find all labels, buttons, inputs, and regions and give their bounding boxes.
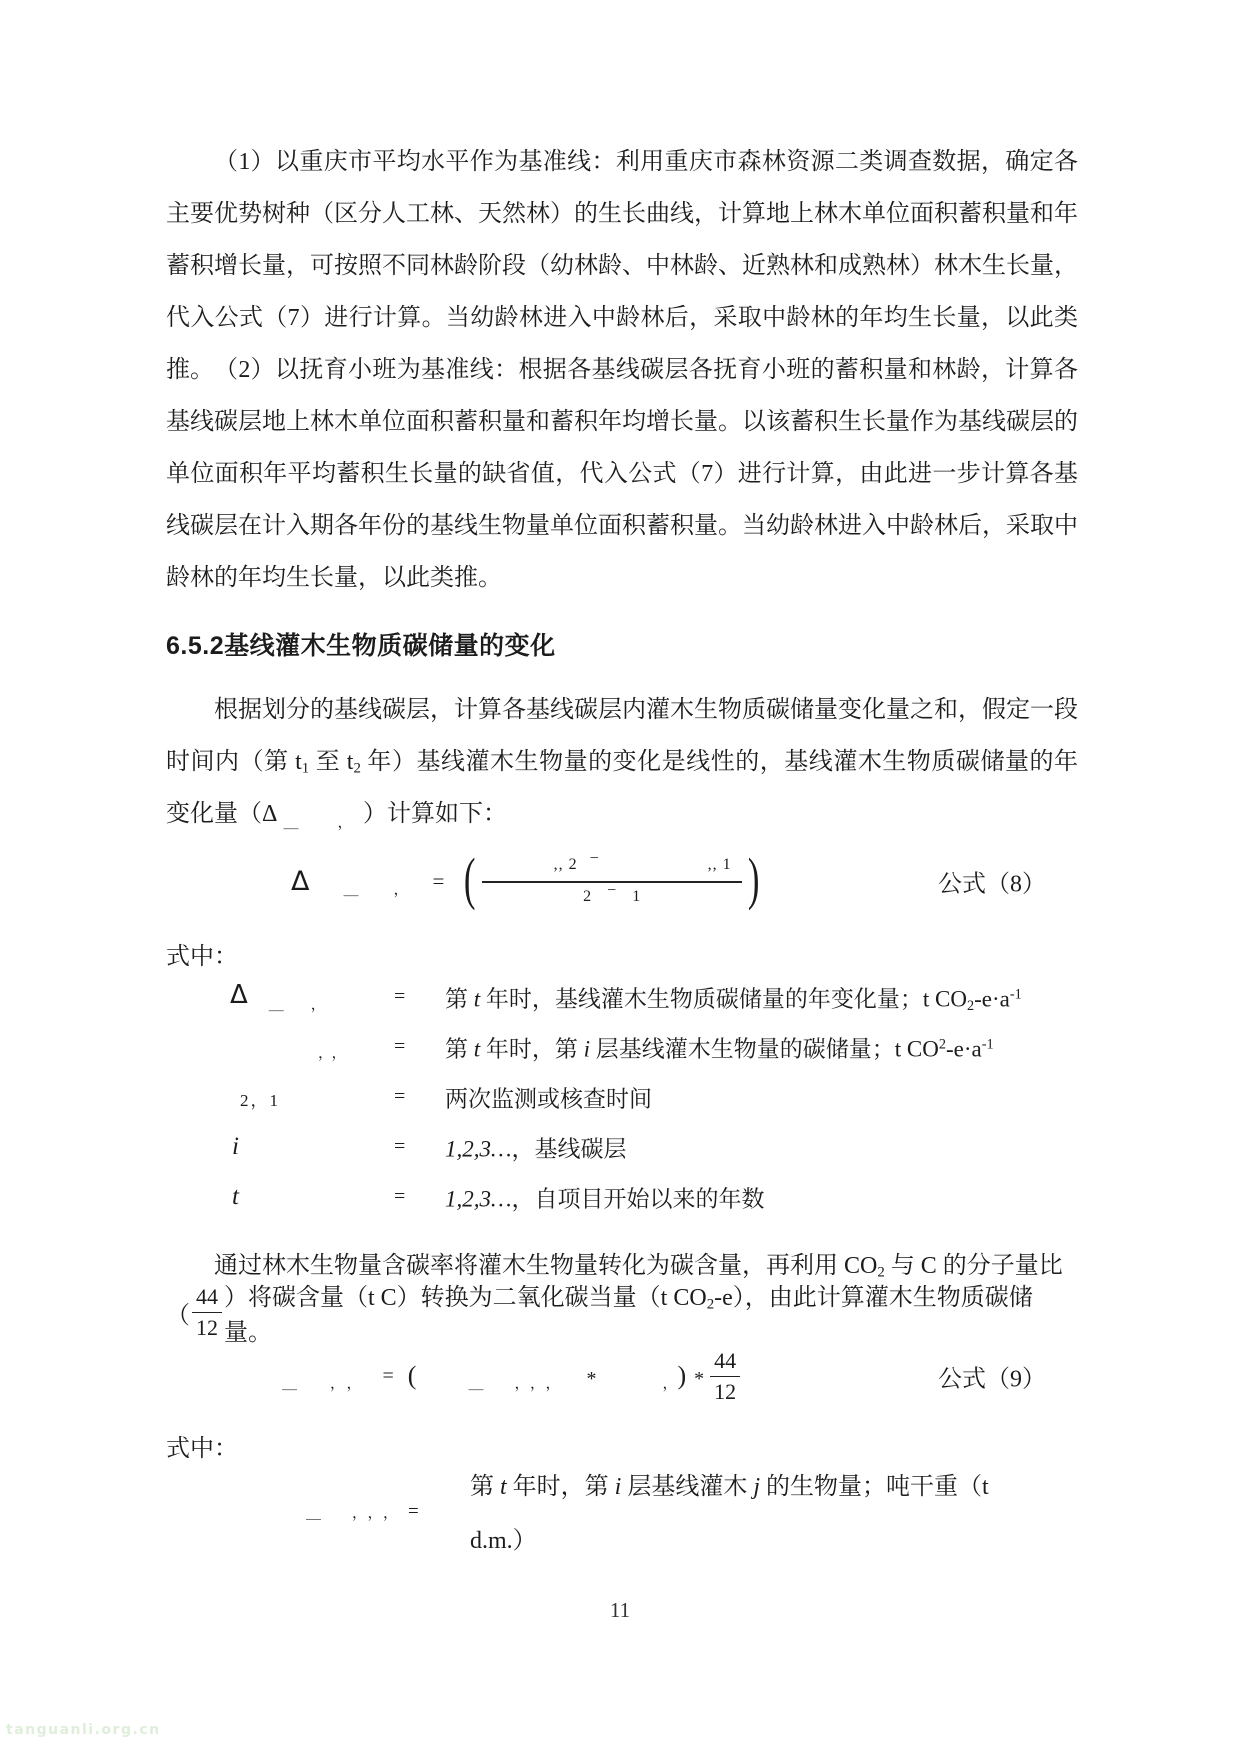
inline-symbol: ＿ ，	[247, 997, 332, 1013]
paragraph-2: （2）以抚育小班为基准线：根据各基线碳层各抚育小班的蓄积量和林龄，计算各基线碳层地上林木单位面积蓄积量和蓄积年均增长量。以该蓄积生长量作为基线碳层的单位面积年平均蓄积生长量的缺省值，代入公式（7）进行计算，由此进一步计算各基线碳层在计入期各年份的基线生物量单位面积蓄积量。当幼龄林进入中龄林后，采取中龄林的年均生长量，以此类推。	[166, 357, 1078, 591]
molecular-ratio-fraction	[192, 1284, 222, 1341]
fraction-denominator: 12	[714, 1378, 737, 1404]
minus-sign: −	[607, 882, 617, 899]
inline-symbol: ＿ ，	[283, 815, 357, 831]
description-line-2: d.m.）	[470, 1528, 537, 1554]
formula-8-subscript-marks: ＿ ，	[343, 881, 419, 898]
multiply-sign: *	[694, 1367, 705, 1390]
equals-sign: =	[394, 1035, 406, 1058]
superscript: -1	[981, 1036, 994, 1053]
watermark: tanguanli.org.cn	[6, 1722, 161, 1738]
denominator-right: 1	[632, 888, 641, 905]
open-parenthesis: (	[464, 845, 476, 911]
fraction-denominator: 12	[196, 1314, 218, 1340]
definition-symbol	[230, 980, 332, 1014]
section-heading: 6.5.2基线灌木生物质碳储量的变化	[166, 632, 556, 660]
definition-row-shrub-biomass	[166, 1456, 1078, 1568]
definition-description	[470, 1460, 989, 1568]
inline-symbol: i	[583, 1036, 591, 1062]
paragraph-4-line-2	[166, 1276, 1078, 1348]
delta-symbol: Δ	[291, 865, 310, 897]
paragraph-3: 根据划分的基线碳层，计算各基线碳层内灌木生物质碳储量变化量之和，假定一段时间内（第 $t_1$ 至 $t_2$ 年）基线灌木生物量的变化是线性的，基线灌木生物质碳储量的年变化量（Δ $_{\_ ,}$ ）计算如下：	[166, 697, 1079, 831]
inline-symbol: t	[473, 986, 481, 1012]
multiply-sign: *	[586, 1367, 597, 1390]
equals-sign: =	[432, 868, 445, 893]
fraction-numerator	[482, 850, 742, 883]
close-parenthesis: )	[747, 845, 760, 911]
fraction-numerator: 44	[192, 1284, 222, 1313]
numerator-right-marks: ,, 1	[707, 856, 732, 873]
formula-9-lhs-marks: ＿ ，，	[282, 1375, 371, 1392]
formula-9-inner-marks: ＿ ，，，	[468, 1375, 569, 1392]
formula-9-label: 公式（9）	[938, 1366, 1046, 1393]
formula-8-label: 公式（8）	[938, 871, 1046, 898]
page-number: 11	[609, 1598, 631, 1622]
subscript: 2	[353, 760, 361, 777]
inline-symbol: 1,2,3…	[445, 1136, 512, 1162]
inline-symbol: j	[753, 1474, 761, 1500]
equals-sign: =	[382, 1364, 394, 1387]
formula-9	[166, 1344, 1078, 1408]
definition-row	[166, 1022, 1078, 1072]
definition-row	[166, 1122, 1078, 1172]
open-parenthesis: （	[166, 1302, 190, 1329]
paragraph-4-line-1: 通过林木生物量含碳率将灌木生物量转化为碳含量，再利用 $CO_2$ 与 C 的分子量比	[214, 1253, 1063, 1281]
superscript: 2	[938, 1036, 946, 1053]
denominator-left: 2	[583, 888, 592, 905]
definition-row	[166, 1172, 1078, 1222]
inline-symbol: t	[232, 1183, 239, 1210]
definitions-list	[166, 972, 1078, 1222]
numerator-left-marks: ,, 2	[553, 856, 578, 873]
open-parenthesis: (	[407, 1361, 417, 1390]
formula-8-fraction	[482, 850, 742, 906]
subscript: 2	[966, 998, 975, 1015]
close-parenthesis: )	[677, 1361, 687, 1390]
inline-symbol: 2，1	[240, 1091, 280, 1110]
definition-symbol	[240, 1083, 280, 1111]
equals-sign: =	[394, 1185, 406, 1208]
variables-intro-1: 式中：	[166, 944, 238, 970]
inline-symbol: 1,2,3…	[445, 1186, 512, 1212]
subscript: 2	[706, 1296, 715, 1313]
definition-symbol: ＿ ，，，	[306, 1505, 407, 1522]
definition-symbol	[232, 1183, 239, 1211]
inline-symbol: t	[500, 1474, 507, 1500]
paragraph-1: （1）以重庆市平均水平作为基准线：利用重庆市森林资源二类调查数据，确定各主要优势树种（区分人工林、天然林）的生长曲线，计算地上林木单位面积蓄积量和年蓄积增长量，可按照不同林龄阶段（幼林龄、中林龄、近熟林和成熟林）林木生长量，代入公式（7）进行计算。当幼龄林进入中龄林后，采取中龄林的年均生长量，以此类推。	[166, 149, 1078, 383]
subscript: 2	[877, 1264, 885, 1281]
definition-description: 两次监测或核查时间	[445, 1086, 652, 1112]
definition-description: 第 t 年时，第 i 层基线灌木生物量的碳储量；t $CO^2-e\cdot a^{-1}$	[445, 1036, 994, 1062]
fraction-denominator	[482, 883, 742, 906]
minus-sign: −	[589, 850, 599, 867]
equals-sign: =	[394, 1135, 406, 1158]
description-line-1: 第 t 年时，第 i 层基线灌木 j 的生物量；吨干重（t	[470, 1474, 989, 1500]
inline-symbol: ，，	[318, 1045, 353, 1062]
subscript: 1	[301, 760, 310, 777]
inline-symbol: t	[473, 1036, 481, 1062]
inline-symbol: Δ	[230, 980, 248, 1010]
formula-8	[166, 842, 1078, 920]
formula-9-tail-mark: ，	[662, 1375, 678, 1392]
superscript: -1	[1009, 986, 1022, 1003]
inline-symbol: i	[232, 1133, 239, 1160]
definition-description: 第 t 年时，基线灌木生物质碳储量的年变化量；t $CO_2-e\cdot a^{-1}$	[445, 986, 1022, 1015]
formula-9-fraction	[710, 1348, 740, 1405]
equals-sign: =	[394, 1085, 406, 1108]
definition-symbol	[232, 1133, 239, 1161]
equals-sign: =	[408, 1501, 419, 1522]
definition-description: 1,2,3…，基线碳层	[445, 1136, 627, 1162]
variables-intro-2: 式中：	[166, 1436, 238, 1462]
definition-description: 1,2,3…，自项目开始以来的年数	[445, 1186, 765, 1212]
definition-symbol	[318, 1032, 353, 1063]
inline-symbol: i	[614, 1474, 622, 1500]
definition-row	[166, 1072, 1078, 1122]
paragraph-4-line-2-text: ）将碳含量（t C）转换为二氧化碳当量（t $CO_2-e$），由此计算灌木生物质碳储量。	[224, 1285, 1033, 1346]
equals-sign: =	[394, 985, 406, 1008]
fraction-numerator: 44	[710, 1348, 740, 1377]
definition-row	[166, 972, 1078, 1022]
